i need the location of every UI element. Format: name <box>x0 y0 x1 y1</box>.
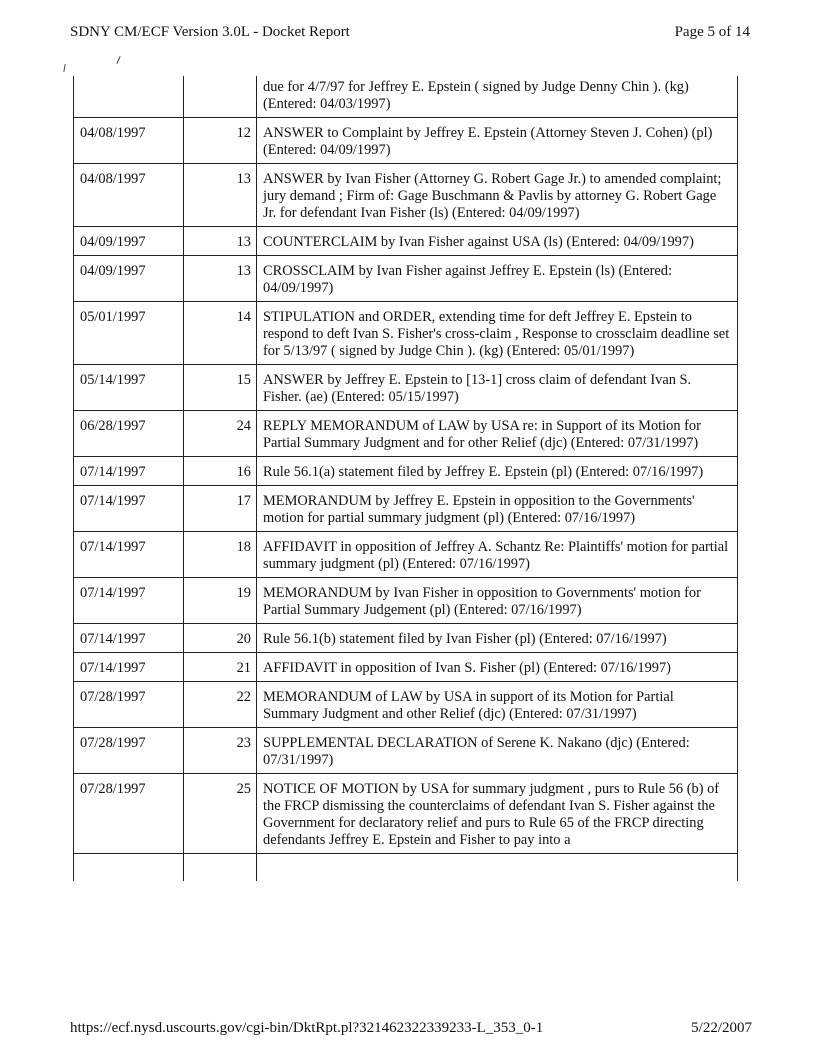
entry-date: 05/01/1997 <box>74 306 184 365</box>
trailing-cell <box>74 854 184 882</box>
entry-date: 04/09/1997 <box>74 231 184 256</box>
entry-date: 07/14/1997 <box>74 628 184 653</box>
trailing-cell <box>184 854 257 882</box>
entry-date: 07/14/1997 <box>74 582 184 624</box>
entry-date: 07/14/1997 <box>74 461 184 486</box>
entry-text: ANSWER by Jeffrey E. Epstein to [13-1] cross claim of defendant Ivan S. Fisher. (ae) (Entered: 05/15/1997) <box>257 369 738 411</box>
entry-number: 13 <box>184 260 257 302</box>
docket-table <box>73 76 738 881</box>
entry-number: 18 <box>184 536 257 578</box>
entry-text: MEMORANDUM by Jeffrey E. Epstein in opposition to the Governments' motion for partial summary judgment (pl) (Entered: 07/16/1997) <box>257 490 738 532</box>
scan-mark <box>116 56 120 64</box>
docket-entry-row <box>74 306 738 365</box>
entry-text: SUPPLEMENTAL DECLARATION of Serene K. Nakano (djc) (Entered: 07/31/1997) <box>257 732 738 774</box>
entry-text: due for 4/7/97 for Jeffrey E. Epstein ( signed by Judge Denny Chin ). (kg) (Entered: 04/03/1997) <box>257 76 738 118</box>
docket-entry-row <box>74 628 738 653</box>
docket-body <box>74 76 738 881</box>
footer-url: https://ecf.nysd.uscourts.gov/cgi-bin/DktRpt.pl?321462322339233-L_353_0-1 <box>70 1020 544 1036</box>
entry-number: 24 <box>184 415 257 457</box>
entry-number: 19 <box>184 582 257 624</box>
entry-text: ANSWER to Complaint by Jeffrey E. Epstein (Attorney Steven J. Cohen) (pl) (Entered: 04/09/1997) <box>257 122 738 164</box>
docket-entry-row <box>74 732 738 774</box>
entry-number <box>184 76 257 118</box>
entry-text: AFFIDAVIT in opposition of Ivan S. Fisher (pl) (Entered: 07/16/1997) <box>257 657 738 682</box>
entry-date: 07/28/1997 <box>74 686 184 728</box>
entry-date: 07/14/1997 <box>74 657 184 682</box>
entry-text: Rule 56.1(b) statement filed by Ivan Fisher (pl) (Entered: 07/16/1997) <box>257 628 738 653</box>
entry-date: 07/28/1997 <box>74 778 184 854</box>
entry-number: 17 <box>184 490 257 532</box>
continuation-row <box>74 76 738 118</box>
entry-text: MEMORANDUM of LAW by USA in support of its Motion for Partial Summary Judgment and other Relief (djc) (Entered: 07/31/1997) <box>257 686 738 728</box>
entry-number: 22 <box>184 686 257 728</box>
scan-mark <box>63 64 65 72</box>
entry-number: 13 <box>184 231 257 256</box>
docket-entry-row <box>74 461 738 486</box>
docket-entry-row <box>74 168 738 227</box>
entry-number: 13 <box>184 168 257 227</box>
docket-entry-row <box>74 260 738 302</box>
entry-number: 15 <box>184 369 257 411</box>
entry-text: MEMORANDUM by Ivan Fisher in opposition to Governments' motion for Partial Summary Judgement (pl) (Entered: 07/16/1997) <box>257 582 738 624</box>
entry-date: 07/14/1997 <box>74 490 184 532</box>
entry-text: ANSWER by Ivan Fisher (Attorney G. Robert Gage Jr.) to amended complaint; jury demand ; Firm of: Gage Buschmann & Pavlis by attorney G. Robert Gage Jr. for defendant Ivan Fisher (ls) (Entered: 04/09/1997) <box>257 168 738 227</box>
docket-entry-row <box>74 122 738 164</box>
entry-number: 25 <box>184 778 257 854</box>
entry-number: 20 <box>184 628 257 653</box>
entry-number: 23 <box>184 732 257 774</box>
trailing-row <box>74 854 738 882</box>
page-header-title: SDNY CM/ECF Version 3.0L - Docket Report <box>70 24 350 40</box>
docket-entry-row <box>74 415 738 457</box>
entry-date: 07/28/1997 <box>74 732 184 774</box>
page-number: Page 5 of 14 <box>674 24 750 40</box>
entry-text: STIPULATION and ORDER, extending time for deft Jeffrey E. Epstein to respond to deft Ivan S. Fisher's cross-claim , Response to crossclaim deadline set for 5/13/97 ( signed by Judge Chin ). (kg) (Entered: 05/01/1997) <box>257 306 738 365</box>
entry-text: COUNTERCLAIM by Ivan Fisher against USA (ls) (Entered: 04/09/1997) <box>257 231 738 256</box>
entry-date: 05/14/1997 <box>74 369 184 411</box>
entry-date: 06/28/1997 <box>74 415 184 457</box>
footer-date: 5/22/2007 <box>691 1020 752 1036</box>
docket-entry-row <box>74 369 738 411</box>
entry-date <box>74 76 184 118</box>
docket-entry-row <box>74 686 738 728</box>
docket-entry-row <box>74 582 738 624</box>
entry-date: 04/08/1997 <box>74 122 184 164</box>
entry-text: NOTICE OF MOTION by USA for summary judgment , purs to Rule 56 (b) of the FRCP dismissing the counterclaims of defendant Ivan S. Fisher against the Government for declaratory relief and purs to Rule 65 of the FRCP directing defendants Jeffrey E. Epstein and Fisher to pay into a <box>257 778 738 854</box>
entry-number: 12 <box>184 122 257 164</box>
entry-date: 04/09/1997 <box>74 260 184 302</box>
docket-entry-row <box>74 657 738 682</box>
trailing-cell <box>257 854 738 882</box>
entry-number: 16 <box>184 461 257 486</box>
entry-number: 14 <box>184 306 257 365</box>
entry-date: 07/14/1997 <box>74 536 184 578</box>
entry-number: 21 <box>184 657 257 682</box>
entry-text: AFFIDAVIT in opposition of Jeffrey A. Schantz Re: Plaintiffs' motion for partial summary judgment (pl) (Entered: 07/16/1997) <box>257 536 738 578</box>
docket-entry-row <box>74 536 738 578</box>
entry-text: Rule 56.1(a) statement filed by Jeffrey E. Epstein (pl) (Entered: 07/16/1997) <box>257 461 738 486</box>
docket-entry-row <box>74 778 738 854</box>
docket-entry-row <box>74 231 738 256</box>
entry-date: 04/08/1997 <box>74 168 184 227</box>
docket-entry-row <box>74 490 738 532</box>
entry-text: REPLY MEMORANDUM of LAW by USA re: in Support of its Motion for Partial Summary Judgment and for other Relief (djc) (Entered: 07/31/1997) <box>257 415 738 457</box>
entry-text: CROSSCLAIM by Ivan Fisher against Jeffrey E. Epstein (ls) (Entered: 04/09/1997) <box>257 260 738 302</box>
